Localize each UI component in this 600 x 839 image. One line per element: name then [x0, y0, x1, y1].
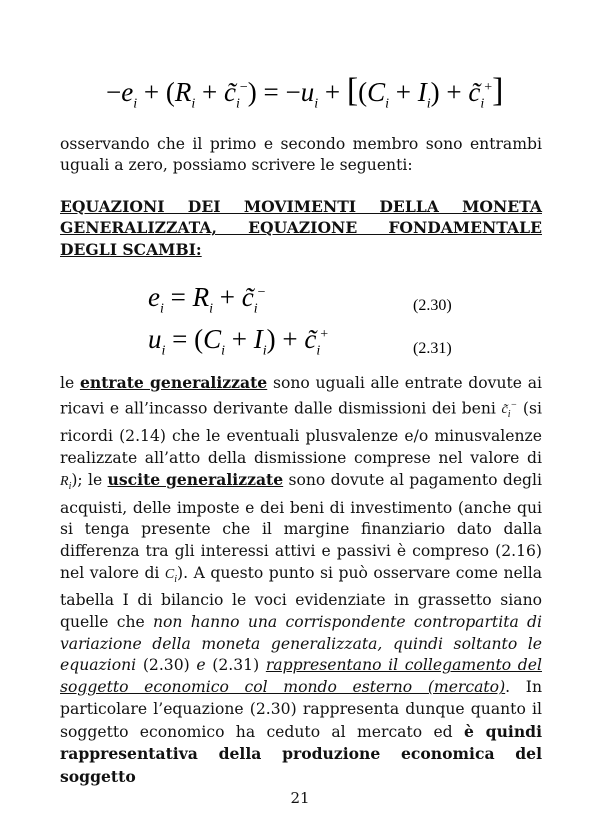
symbol-C-i: $C_i$: [164, 566, 178, 585]
body-text: le: [60, 374, 80, 392]
italic-text: e: [196, 656, 206, 675]
section-heading: EQUAZIONI DEI MOVIMENTI DELLA MONETA GENERALIZZATA, EQUAZIONE FONDAMENTALE DEGLI SCAMBI:: [60, 197, 542, 259]
body-text: ); le: [71, 471, 108, 490]
paragraph-body: [60, 372, 542, 789]
body-text: (2.31): [205, 656, 266, 675]
body-text: (si ricordi (2.14) che le eventuali plusvalenze e/o minusvalenze realizzate all’atto della dismissione comprese nel valore di: [60, 399, 542, 467]
symbol-R-i: $R_i$: [60, 474, 72, 493]
entrate-generalizzate-term: entrate generalizzate: [79, 373, 268, 392]
equation-2-31: $u_i = (C_i + I_i)$ + $c̃_i^+$: [148, 324, 329, 359]
equation-2-31-label: (2.31): [413, 340, 452, 357]
body-text: (2.30): [136, 656, 197, 675]
paragraph-intro: osservando che il primo e secondo membro sono entrambi uguali a zero, possiamo scrivere le seguenti:: [60, 135, 542, 175]
uscite-generalizzate-term: uscite generalizzate: [107, 470, 284, 490]
equation-2-30-label: (2.30): [413, 297, 452, 314]
page-number: 21: [290, 789, 310, 807]
italic-text: non hanno una corrispondente contropartita di variazione della moneta generalizzata, quindi soltanto le equazioni: [60, 613, 542, 675]
symbol-c-tilde-minus: $c̃_i^-$: [501, 399, 518, 421]
body-text: sono uguali alle entrate dovute ai ricavi e all’incasso derivante dalle dismissioni dei beni: [60, 374, 542, 418]
italic-underlined-text: rappresentano il collegamento del soggetto economico col mondo esterno (mercato): [60, 656, 542, 697]
body-text: sono dovute al pagamento degli acquisti, delle imposte e dei beni di investimento (anche qui si tenga presente che il margine finanziario dato dalla differenza tra gli interessi attivi e passivi è compreso (2.16) nel valore di: [60, 471, 543, 582]
equation-2-30: $e_i = R_i$ + $c̃_i^-$: [148, 282, 266, 317]
equation-top: $-e_i + (R_i$ + $c̃_i^-) = -u_i + [(C_i + I_i)$ + $c̃_i^+$]: [106, 72, 504, 112]
body-text: . In particolare l’equazione (2.30) rappresenta dunque quanto il soggetto economico ha ceduto al mercato ed: [60, 678, 542, 741]
body-text: ). A questo punto si può osservare come nella tabella I di bilancio le voci evidenziate in grassetto siano quelle che: [60, 563, 542, 632]
bold-text: è quindi rappresentativa della produzione economica del soggetto: [60, 721, 542, 786]
